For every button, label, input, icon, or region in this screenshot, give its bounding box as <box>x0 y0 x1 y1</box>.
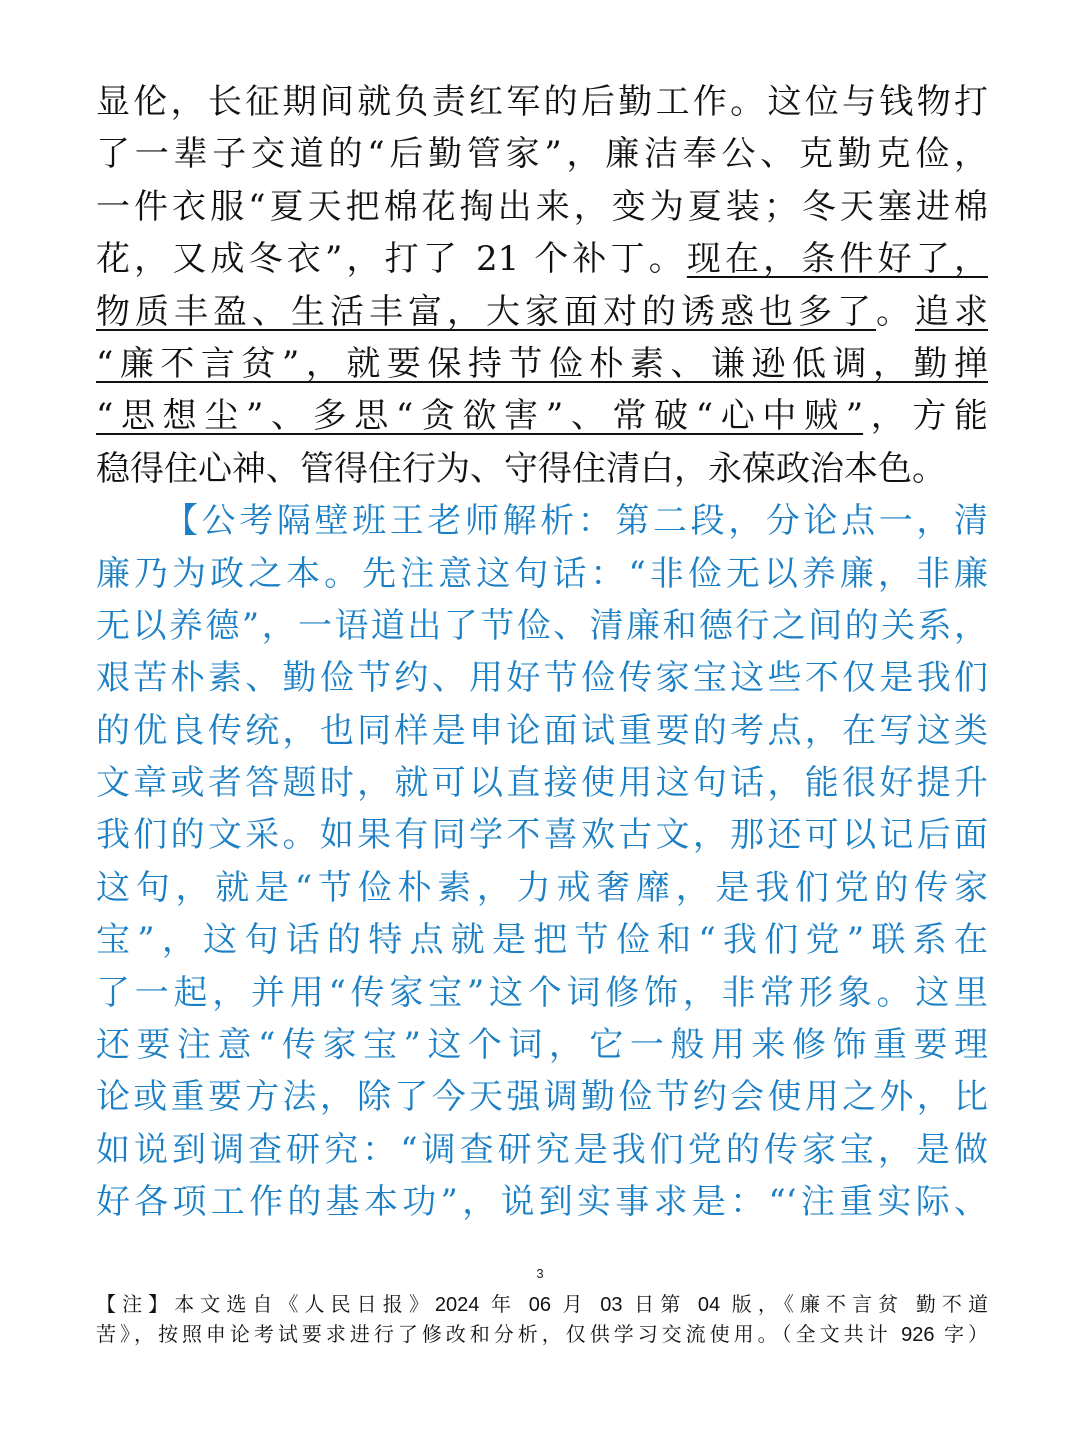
article-text: 一件衣服“夏天把棉花掏出来，变为夏装；冬天塞进棉 <box>96 186 988 227</box>
underlined-text: “廉不言贫”，就要保持节俭朴素、谦逊低调，勤掸 <box>96 343 988 384</box>
analysis-line: 【公考隔壁班王老师解析：第二段，分论点一，清 <box>164 501 988 542</box>
analysis-line: 艰苦朴素、勤俭节约、用好节俭传家宝这些不仅是我们 <box>96 658 988 699</box>
page-number: 3 <box>536 1266 544 1281</box>
article-text: 了一辈子交道的“后勤管家”，廉洁奉公、克勤克俭， <box>96 134 988 175</box>
analysis-line: 廉乃为政之本。先注意这句话：“非俭无以养廉，非廉 <box>96 553 988 594</box>
article-text: 显伦，长征期间就负责红军的后勤工作。这位与钱物打 <box>96 82 988 122</box>
article-text: ，方能 <box>863 396 988 437</box>
article-text: 稳得住心神、管得住行为、守得住清白，永葆政治本色。 <box>96 448 946 489</box>
article-paragraph <box>96 76 988 495</box>
analysis-line: 了一起，并用“传家宝”这个词修饰，非常形象。这里 <box>96 972 988 1013</box>
article-line <box>96 286 988 338</box>
underlined-text: 现在，条件好了， <box>686 239 988 280</box>
underlined-text: 物质丰盈、生活丰富，大家面对的诱惑也多了 <box>96 291 876 332</box>
analysis-line: 宝”，这句话的特点就是把节俭和“我们党”联系在 <box>96 920 988 961</box>
article-line <box>96 233 988 285</box>
article-text: 花，又成冬衣”，打了 21 个补丁。 <box>96 239 687 280</box>
article-line <box>96 338 988 390</box>
document-body <box>96 76 988 1229</box>
analysis-paragraph <box>96 495 988 1228</box>
underlined-text: “思想尘”、多思“贪欲害”、常破“心中贼” <box>96 396 864 437</box>
analysis-line: 文章或者答题时，就可以直接使用这句话，能很好提升 <box>96 763 988 804</box>
article-line <box>96 128 988 180</box>
article-line <box>96 390 988 442</box>
article-line <box>96 181 988 233</box>
underlined-text: 追求 <box>915 291 988 332</box>
analysis-line: 这句，就是“节俭朴素，力戒奢靡，是我们党的传家 <box>96 867 988 908</box>
source-note-line: 苦》，按照申论考试要求进行了修改和分析，仅供学习交流使用。（全文共计 926 字） <box>96 1324 988 1346</box>
analysis-line: 无以养德”，一语道出了节俭、清廉和德行之间的关系， <box>96 605 988 646</box>
analysis-line: 好各项工作的基本功”，说到实事求是：“‘注重实际、 <box>96 1182 988 1223</box>
article-line <box>96 443 988 495</box>
article-text: 。 <box>876 291 915 332</box>
analysis-line: 如说到调查研究：“调查研究是我们党的传家宝，是做 <box>96 1129 988 1170</box>
article-line <box>96 76 988 128</box>
analysis-line: 我们的文采。如果有同学不喜欢古文，那还可以记后面 <box>96 815 988 856</box>
analysis-line: 还要注意“传家宝”这个词，它一般用来修饰重要理 <box>96 1025 988 1066</box>
analysis-line: 的优良传统，也同样是申论面试重要的考点，在写这类 <box>96 710 988 751</box>
source-note <box>96 1290 988 1350</box>
analysis-line: 论或重要方法，除了今天强调勤俭节约会使用之外，比 <box>96 1077 988 1118</box>
source-note-line: 【注】本文选自《人民日报》2024 年 06 月 03 日第 04 版，《廉不言贫 勤不道 <box>96 1294 988 1316</box>
